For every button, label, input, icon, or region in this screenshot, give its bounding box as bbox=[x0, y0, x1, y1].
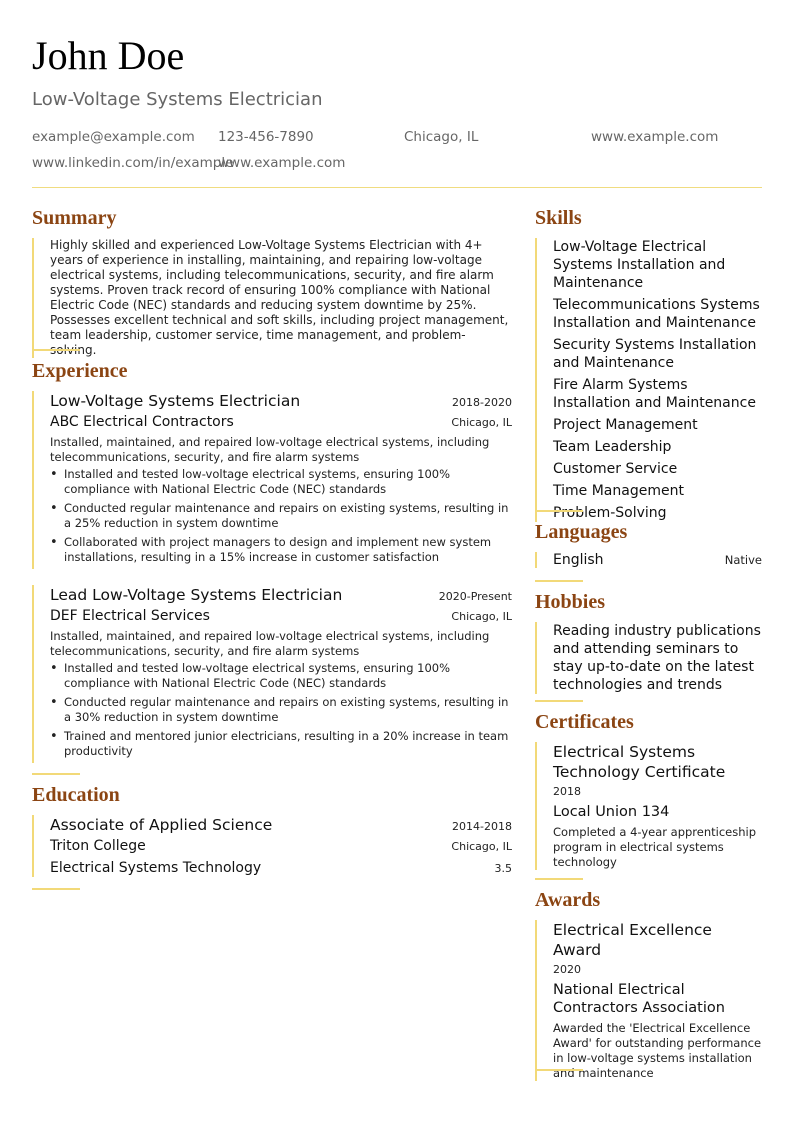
linkedin-link[interactable]: www.linkedin.com/in/example bbox=[32, 155, 234, 171]
job-bullet: • Conducted regular maintenance and repairs on existing systems, resulting in a 25% reduction in system downtime bbox=[50, 501, 512, 531]
skill-item: Customer Service bbox=[553, 461, 678, 477]
job-bullet: • Collaborated with project managers to design and implement new system installations, resulting in a 15% increase in customer satisfaction bbox=[50, 535, 512, 565]
award-year: 2020 bbox=[553, 963, 581, 976]
languages-heading: Languages bbox=[535, 521, 628, 543]
job-position: Lead Low-Voltage Systems Electrician bbox=[50, 586, 343, 604]
section-divider bbox=[535, 510, 583, 512]
hobby-item: Reading industry publications and attending seminars to stay up-to-date on the latest technologies and trends bbox=[553, 623, 761, 693]
experience-entry bbox=[32, 585, 512, 763]
certificate-issuer: Local Union 134 bbox=[553, 804, 670, 820]
certificate-name: Electrical Systems Technology Certificate bbox=[553, 743, 726, 781]
award-description: Awarded the 'Electrical Excellence Award' for outstanding performance in low-voltage systems installation and maintenance bbox=[553, 1021, 762, 1080]
job-location: Chicago, IL bbox=[451, 610, 512, 623]
school-name: Triton College bbox=[50, 838, 146, 854]
section-divider bbox=[535, 580, 583, 582]
job-bullet: • Installed and tested low-voltage electrical systems, ensuring 100% compliance with National Electric Code (NEC) standards bbox=[50, 661, 512, 691]
job-title-headline: Low-Voltage Systems Electrician bbox=[32, 89, 323, 110]
skill-item: Low-Voltage Electrical Systems Installation and Maintenance bbox=[553, 239, 726, 291]
education-dates: 2014-2018 bbox=[452, 820, 512, 833]
job-bullet: • Installed and tested low-voltage electrical systems, ensuring 100% compliance with National Electric Code (NEC) standards bbox=[50, 467, 512, 497]
experience-heading: Experience bbox=[32, 360, 128, 382]
summary-text: Highly skilled and experienced Low-Voltage Systems Electrician with 4+ years of experience in installing, maintaining, and repairing low-voltage electrical systems, including telecommunications, security, and fire alarm systems. Proven track record of ensuring 100% compliance with National Electric Code (NEC) standards and reducing system downtime by 25%. Possesses excellent technical and soft skills, including project management, team leadership, customer service, time management, and problem-solving. bbox=[50, 238, 509, 357]
language-name: English bbox=[553, 552, 604, 568]
website-link[interactable]: www.example.com bbox=[591, 129, 719, 145]
education-heading: Education bbox=[32, 784, 120, 806]
summary-section bbox=[32, 238, 512, 358]
job-dates: 2020-Present bbox=[438, 590, 512, 603]
section-divider bbox=[535, 1069, 583, 1071]
phone-number: 123-456-7890 bbox=[218, 129, 314, 145]
certificate-description: Completed a 4-year apprenticeship program in electrical systems technology bbox=[553, 825, 757, 869]
school-location: Chicago, IL bbox=[451, 840, 512, 853]
candidate-name: John Doe bbox=[32, 33, 185, 78]
email-link[interactable]: example@example.com bbox=[32, 129, 195, 145]
section-divider bbox=[32, 773, 80, 775]
certificate-year: 2018 bbox=[553, 785, 581, 798]
award-issuer: National Electrical Contractors Association bbox=[553, 982, 725, 1016]
location: Chicago, IL bbox=[404, 129, 479, 145]
job-company: DEF Electrical Services bbox=[50, 608, 210, 624]
skill-item: Time Management bbox=[553, 483, 684, 499]
skill-item: Telecommunications Systems Installation and Maintenance bbox=[553, 297, 760, 331]
skill-item: Fire Alarm Systems Installation and Maintenance bbox=[553, 377, 756, 411]
award-entry bbox=[535, 920, 762, 1081]
job-company: ABC Electrical Contractors bbox=[50, 414, 234, 430]
hobbies-heading: Hobbies bbox=[535, 591, 606, 613]
skill-item: Team Leadership bbox=[553, 439, 672, 455]
job-description: Installed, maintained, and repaired low-voltage electrical systems, including telecommunications, security, and fire alarm systems bbox=[50, 629, 490, 658]
skills-section bbox=[535, 238, 762, 522]
job-location: Chicago, IL bbox=[451, 416, 512, 429]
skill-item: Security Systems Installation and Maintenance bbox=[553, 337, 757, 371]
award-name: Electrical Excellence Award bbox=[553, 921, 712, 959]
gpa: 3.5 bbox=[494, 862, 512, 875]
field-of-study: Electrical Systems Technology bbox=[50, 860, 262, 876]
skill-item: Problem-Solving bbox=[553, 505, 667, 521]
experience-entry bbox=[32, 391, 512, 569]
certificate-entry bbox=[535, 742, 762, 870]
education-entry bbox=[32, 815, 512, 877]
job-bullet: • Trained and mentored junior electricians, resulting in a 20% increase in team productivity bbox=[50, 729, 512, 759]
section-divider bbox=[535, 700, 583, 702]
job-dates: 2018-2020 bbox=[452, 396, 512, 409]
languages-section bbox=[535, 552, 762, 568]
job-position: Low-Voltage Systems Electrician bbox=[50, 392, 301, 410]
skills-heading: Skills bbox=[535, 207, 582, 229]
header-divider bbox=[32, 187, 762, 188]
language-level: Native bbox=[724, 553, 762, 567]
awards-heading: Awards bbox=[535, 889, 601, 911]
website-link-secondary[interactable]: www.example.com bbox=[218, 155, 346, 171]
job-description: Installed, maintained, and repaired low-voltage electrical systems, including telecommunications, security, and fire alarm systems bbox=[50, 435, 490, 464]
section-divider bbox=[535, 878, 583, 880]
skill-item: Project Management bbox=[553, 417, 698, 433]
job-bullet: • Conducted regular maintenance and repairs on existing systems, resulting in a 30% reduction in system downtime bbox=[50, 695, 512, 725]
section-divider bbox=[32, 349, 80, 351]
degree: Associate of Applied Science bbox=[50, 816, 273, 834]
job-bullets bbox=[50, 661, 512, 759]
section-divider bbox=[32, 888, 80, 890]
job-bullets bbox=[50, 467, 512, 565]
summary-heading: Summary bbox=[32, 207, 117, 229]
certificates-heading: Certificates bbox=[535, 711, 634, 733]
hobbies-section bbox=[535, 622, 762, 694]
